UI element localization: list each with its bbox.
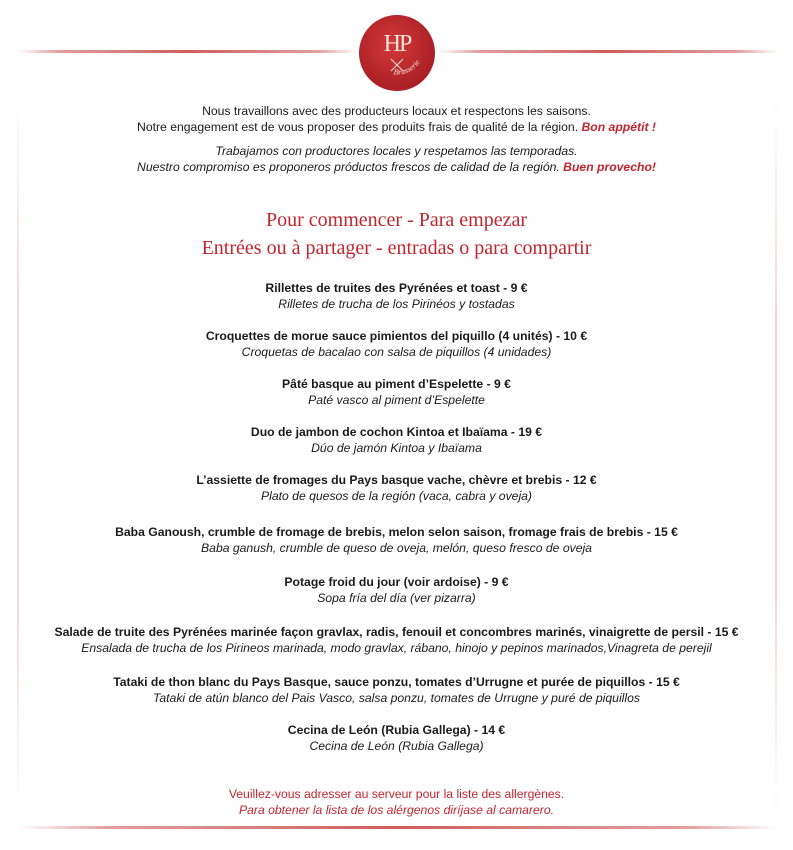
menu-item (0, 674, 793, 706)
intro-french (0, 104, 793, 135)
intro-fr-line1: Nous travaillons avec des producteurs locaux et respectons les saisons. (202, 104, 591, 118)
menu-item-fr: Cecina de León (Rubia Gallega) - 14 € (287, 723, 506, 737)
menu-item-es: Plato de quesos de la región (vaca, cabra y oveja) (261, 489, 532, 503)
menu-item-fr: Croquettes de morue sauce pimientos del piquillo (4 unités) - 10 € (205, 329, 588, 343)
menu-item-es: Dúo de jamón Kintoa y Ibaïama (311, 441, 482, 455)
menu-item-es: Cecina de León (Rubia Gallega) (309, 739, 484, 753)
menu-item-fr: Salade de truite des Pyrénées marinée façon gravlax, radis, fenouil et concombres marinés, vinaigrette de persil - 15 € (54, 625, 739, 639)
menu-item (0, 722, 793, 754)
menu-item-fr: L’assiette de fromages du Pays basque vache, chèvre et brebis - 12 € (196, 473, 597, 487)
menu-item (0, 280, 793, 312)
section-title: Pour commencer - Para empezar (266, 209, 527, 231)
section-subtitle: Entrées ou à partager - entradas o para compartir (201, 237, 592, 259)
menu-item-fr: Tataki de thon blanc du Pays Basque, sauce ponzu, tomates d’Urrugne et purée de piquillos - 15 € (113, 675, 680, 689)
menu-item (0, 472, 793, 504)
menu-item-fr: Pâté basque au piment d’Espelette - 9 € (282, 377, 511, 391)
menu-item (0, 424, 793, 456)
intro-es-emphasis: Buen provecho! (563, 159, 656, 174)
bottom-rule (18, 826, 778, 829)
menu-item (0, 328, 793, 360)
menu-item-es: Sopa fría del día (ver pizarra) (317, 591, 476, 605)
menu-item-fr: Potage froid du jour (voir ardoise) - 9 € (284, 575, 509, 589)
intro-fr-emphasis: Bon appétit ! (581, 119, 656, 134)
menu-item (0, 624, 793, 656)
menu-item-fr: Baba Ganoush, crumble de fromage de brebis, melon selon saison, fromage frais de brebis - 15 € (115, 525, 678, 539)
brasserie-logo (357, 13, 437, 93)
menu-item-fr: Duo de jambon de cochon Kintoa et Ibaïama - 19 € (250, 425, 543, 439)
menu-item-es: Baba ganush, crumble de queso de oveja, melón, queso fresco de oveja (201, 541, 592, 555)
menu-item-es: Rilletes de trucha de los Pirinéos y tostadas (278, 297, 515, 311)
menu-item (0, 574, 793, 606)
allergen-note-es: Para obtener la lista de los alérgenos diríjase al camarero. (238, 803, 554, 817)
intro-es-line1: Trabajamos con productores locales y respetamos las temporadas. (215, 144, 578, 158)
menu-item-es: Croquetas de bacalao con salsa de piquillos (4 unidades) (241, 345, 552, 359)
intro-fr-line2: Notre engagement est de vous proposer des produits frais de qualité de la région. Bon appétit ! (137, 119, 656, 134)
intro-spanish (0, 144, 793, 175)
top-rule-right (438, 50, 778, 53)
logo-monogram: HP (383, 31, 411, 57)
top-rule-left (18, 50, 358, 53)
intro-es-line2: Nuestro compromiso es proponeros próductos frescos de calidad de la región. Buen provecho! (137, 159, 656, 174)
menu-item-es: Paté vasco al piment d’Espelette (308, 393, 485, 407)
menu-item (0, 524, 793, 556)
logo-subtitle: Brasserie (393, 57, 422, 77)
menu-item-es: Tataki de atún blanco del Pais Vasco, salsa ponzu, tomates de Urrugne y puré de piquillos (153, 691, 640, 705)
allergen-note-fr: Veuillez-vous adresser au serveur pour la liste des allergènes. (228, 787, 565, 801)
menu-item-es: Ensalada de trucha de los Pirineos marinada, modo gravlax, rábano, hinojo y pepinos marinados,Vinagreta de perejil (81, 641, 712, 655)
menu-item-fr: Rillettes de truites des Pyrénées et toast - 9 € (265, 281, 528, 295)
menu-item (0, 376, 793, 408)
